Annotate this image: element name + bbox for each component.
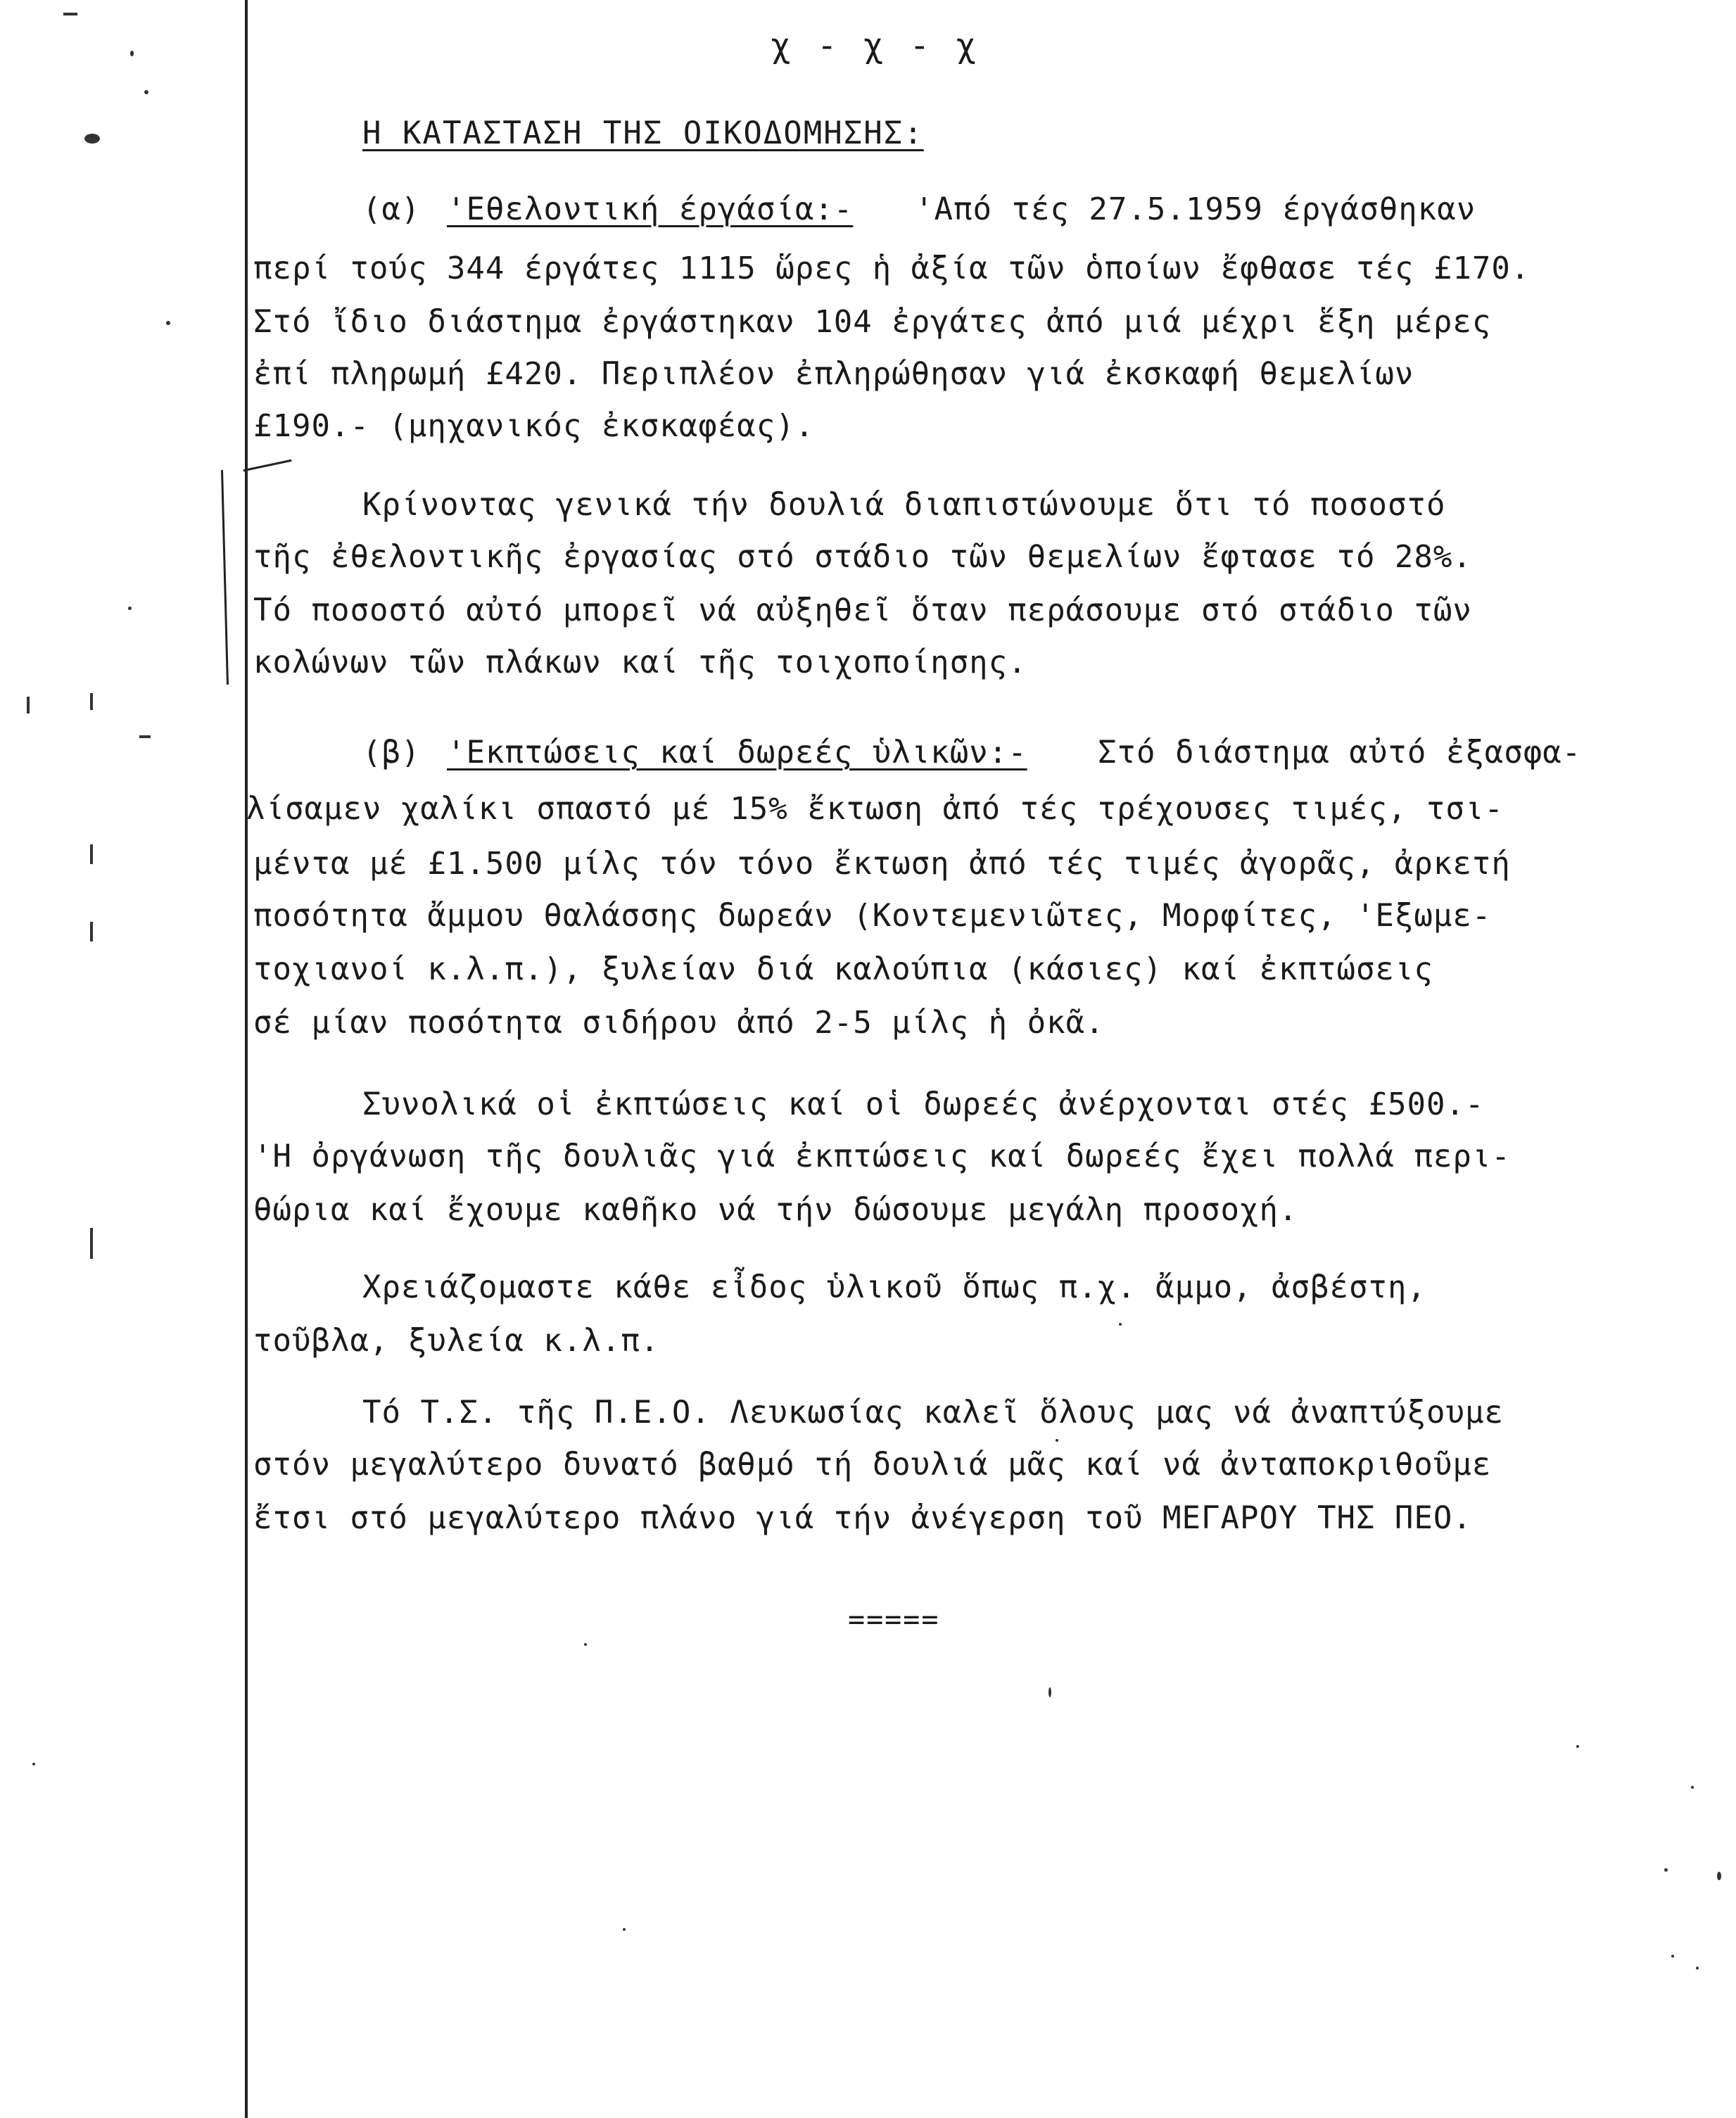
page-speck	[1691, 1786, 1694, 1789]
paragraph-line: ἔτσι στό μεγαλύτερο πλάνο γιά τήν ἀνέγερση τοῦ ΜΕΓΑΡΟΥ ΤΗΣ ΠΕΟ.	[253, 1500, 1472, 1536]
section-b-heading: 'Εκπτώσεις καί δωρεές ὑλικῶν:-	[447, 735, 1027, 771]
page-speck	[1119, 1323, 1122, 1326]
page-speck	[1717, 1872, 1721, 1880]
document-title: Η ΚΑΤΑΣΤΑΣΗ ΤΗΣ ΟΙΚΟΔΟΜΗΣΗΣ:	[362, 115, 924, 151]
page-speck	[90, 922, 93, 941]
section-b-line: Στό διάστημα αὐτό ἐξασφα-	[1098, 735, 1582, 771]
page-speck	[1056, 1439, 1058, 1442]
section-b-marker: (β)	[362, 735, 421, 771]
page-speck	[623, 1928, 626, 1931]
page-speck	[90, 693, 93, 710]
paragraph-line: Τό ποσοστό αὐτό μπορεῖ νά αὐξηθεῖ ὅταν περάσουμε στό στάδιο τῶν	[253, 592, 1472, 628]
handwritten-margin-bracket	[221, 470, 229, 685]
page-speck	[27, 697, 30, 714]
section-a-line: ἐπί πληρωμή £420. Περιπλέον ἐπληρώθησαν γιά ἐκσκαφή θεμελίων	[253, 356, 1414, 392]
page-speck	[1671, 1955, 1674, 1958]
page-speck	[144, 90, 148, 94]
page-speck	[130, 51, 134, 56]
paragraph-line: θώρια καί ἔχουμε καθῆκο νά τήν δώσουμε μεγάλη προσοχή.	[253, 1192, 1298, 1228]
page-speck	[84, 134, 100, 144]
paragraph-line: 'Η ὀργάνωση τῆς δουλιᾶς γιά ἐκπτώσεις καί δωρεές ἔχει πολλά περι-	[253, 1139, 1511, 1174]
left-margin-line	[245, 0, 248, 2118]
section-b-line: λίσαμεν χαλίκι σπαστό μέ 15% ἔκτωση ἀπό τές τρέχουσες τιμές, τσι-	[246, 791, 1504, 827]
section-b-line: ποσότητα ἄμμου θαλάσσης δωρεάν (Κοντεμενιῶτες, Μορφίτες, 'Εξωμε-	[253, 898, 1492, 934]
paragraph-line: Συνολικά οἱ ἐκπτώσεις καί οἱ δωρεές ἀνέρχονται στές £500.-	[362, 1086, 1485, 1122]
page-speck	[1576, 1745, 1579, 1748]
paragraph-line: Χρειάζομαστε κάθε εἶδος ὑλικοῦ ὅπως π.χ. ἄμμο, ἀσβέστη,	[362, 1269, 1426, 1305]
page-speck	[90, 844, 93, 864]
section-a-line: Στό ἴδιο διάστημα ἐργάστηκαν 104 ἐργάτες ἀπό μιά μέχρι ἕξη μέρες	[253, 304, 1492, 340]
page-speck	[128, 607, 132, 610]
paragraph-line: τοῦβλα, ξυλεία κ.λ.π.	[253, 1323, 660, 1359]
page-speck	[1048, 1687, 1051, 1697]
page-speck	[63, 13, 77, 15]
section-a-line: £190.- (μηχανικός ἐκσκαφέας).	[253, 408, 815, 444]
page-speck	[90, 1228, 93, 1259]
page-speck	[584, 1643, 587, 1646]
section-a-line: περί τούς 344 έργάτες 1115 ὥρες ἡ ἀξία τῶν ὁποίων ἔφθασε τές £170.	[253, 251, 1531, 286]
page-speck	[1664, 1868, 1668, 1872]
paragraph-line: κολώνων τῶν πλάκων καί τῆς τοιχοποίησης.	[253, 645, 1027, 680]
section-b-line: τοχιανοί κ.λ.π.), ξυλείαν διά καλούπια (κάσιες) καί ἐκπτώσεις	[253, 951, 1433, 987]
section-a-marker: (α)	[362, 191, 421, 227]
paragraph-line: Κρίνοντας γενικά τήν δουλιά διαπιστώνουμε ὅτι τό ποσοστό	[362, 487, 1446, 523]
section-a-line: 'Από τές 27.5.1959 έργάσθηκαν	[915, 191, 1476, 227]
paragraph-line: Τό Τ.Σ. τῆς Π.Ε.Ο. Λευκωσίας καλεῖ ὅλους μας νά ἀναπτύξουμε	[362, 1395, 1504, 1431]
end-mark: =====	[848, 1604, 940, 1636]
page-speck	[139, 735, 151, 738]
section-b-line: μέντα μέ £1.500 μίλς τόν τόνο ἔκτωση ἀπό τές τιμές ἀγορᾶς, ἀρκετή	[253, 846, 1511, 882]
page-speck	[166, 321, 170, 325]
section-a-heading: 'Εθελοντική έργάσία:-	[447, 191, 854, 227]
handwritten-margin-hook	[243, 459, 291, 471]
paragraph-line: στόν μεγαλύτερο δυνατό βαθμό τή δουλιά μᾶς καί νά ἀνταποκριθοῦμε	[253, 1447, 1492, 1483]
paragraph-line: τῆς ἐθελοντικῆς ἐργασίας στό στάδιο τῶν θεμελίων ἔφτασε τό 28%.	[253, 539, 1472, 575]
page-header-mark: χ - χ - χ	[771, 26, 980, 65]
page-speck	[1696, 1967, 1699, 1970]
page-speck	[32, 1763, 35, 1765]
section-b-line: σέ μίαν ποσότητα σιδήρου ἀπό 2-5 μίλς ἡ ὀκᾶ.	[253, 1005, 1105, 1041]
